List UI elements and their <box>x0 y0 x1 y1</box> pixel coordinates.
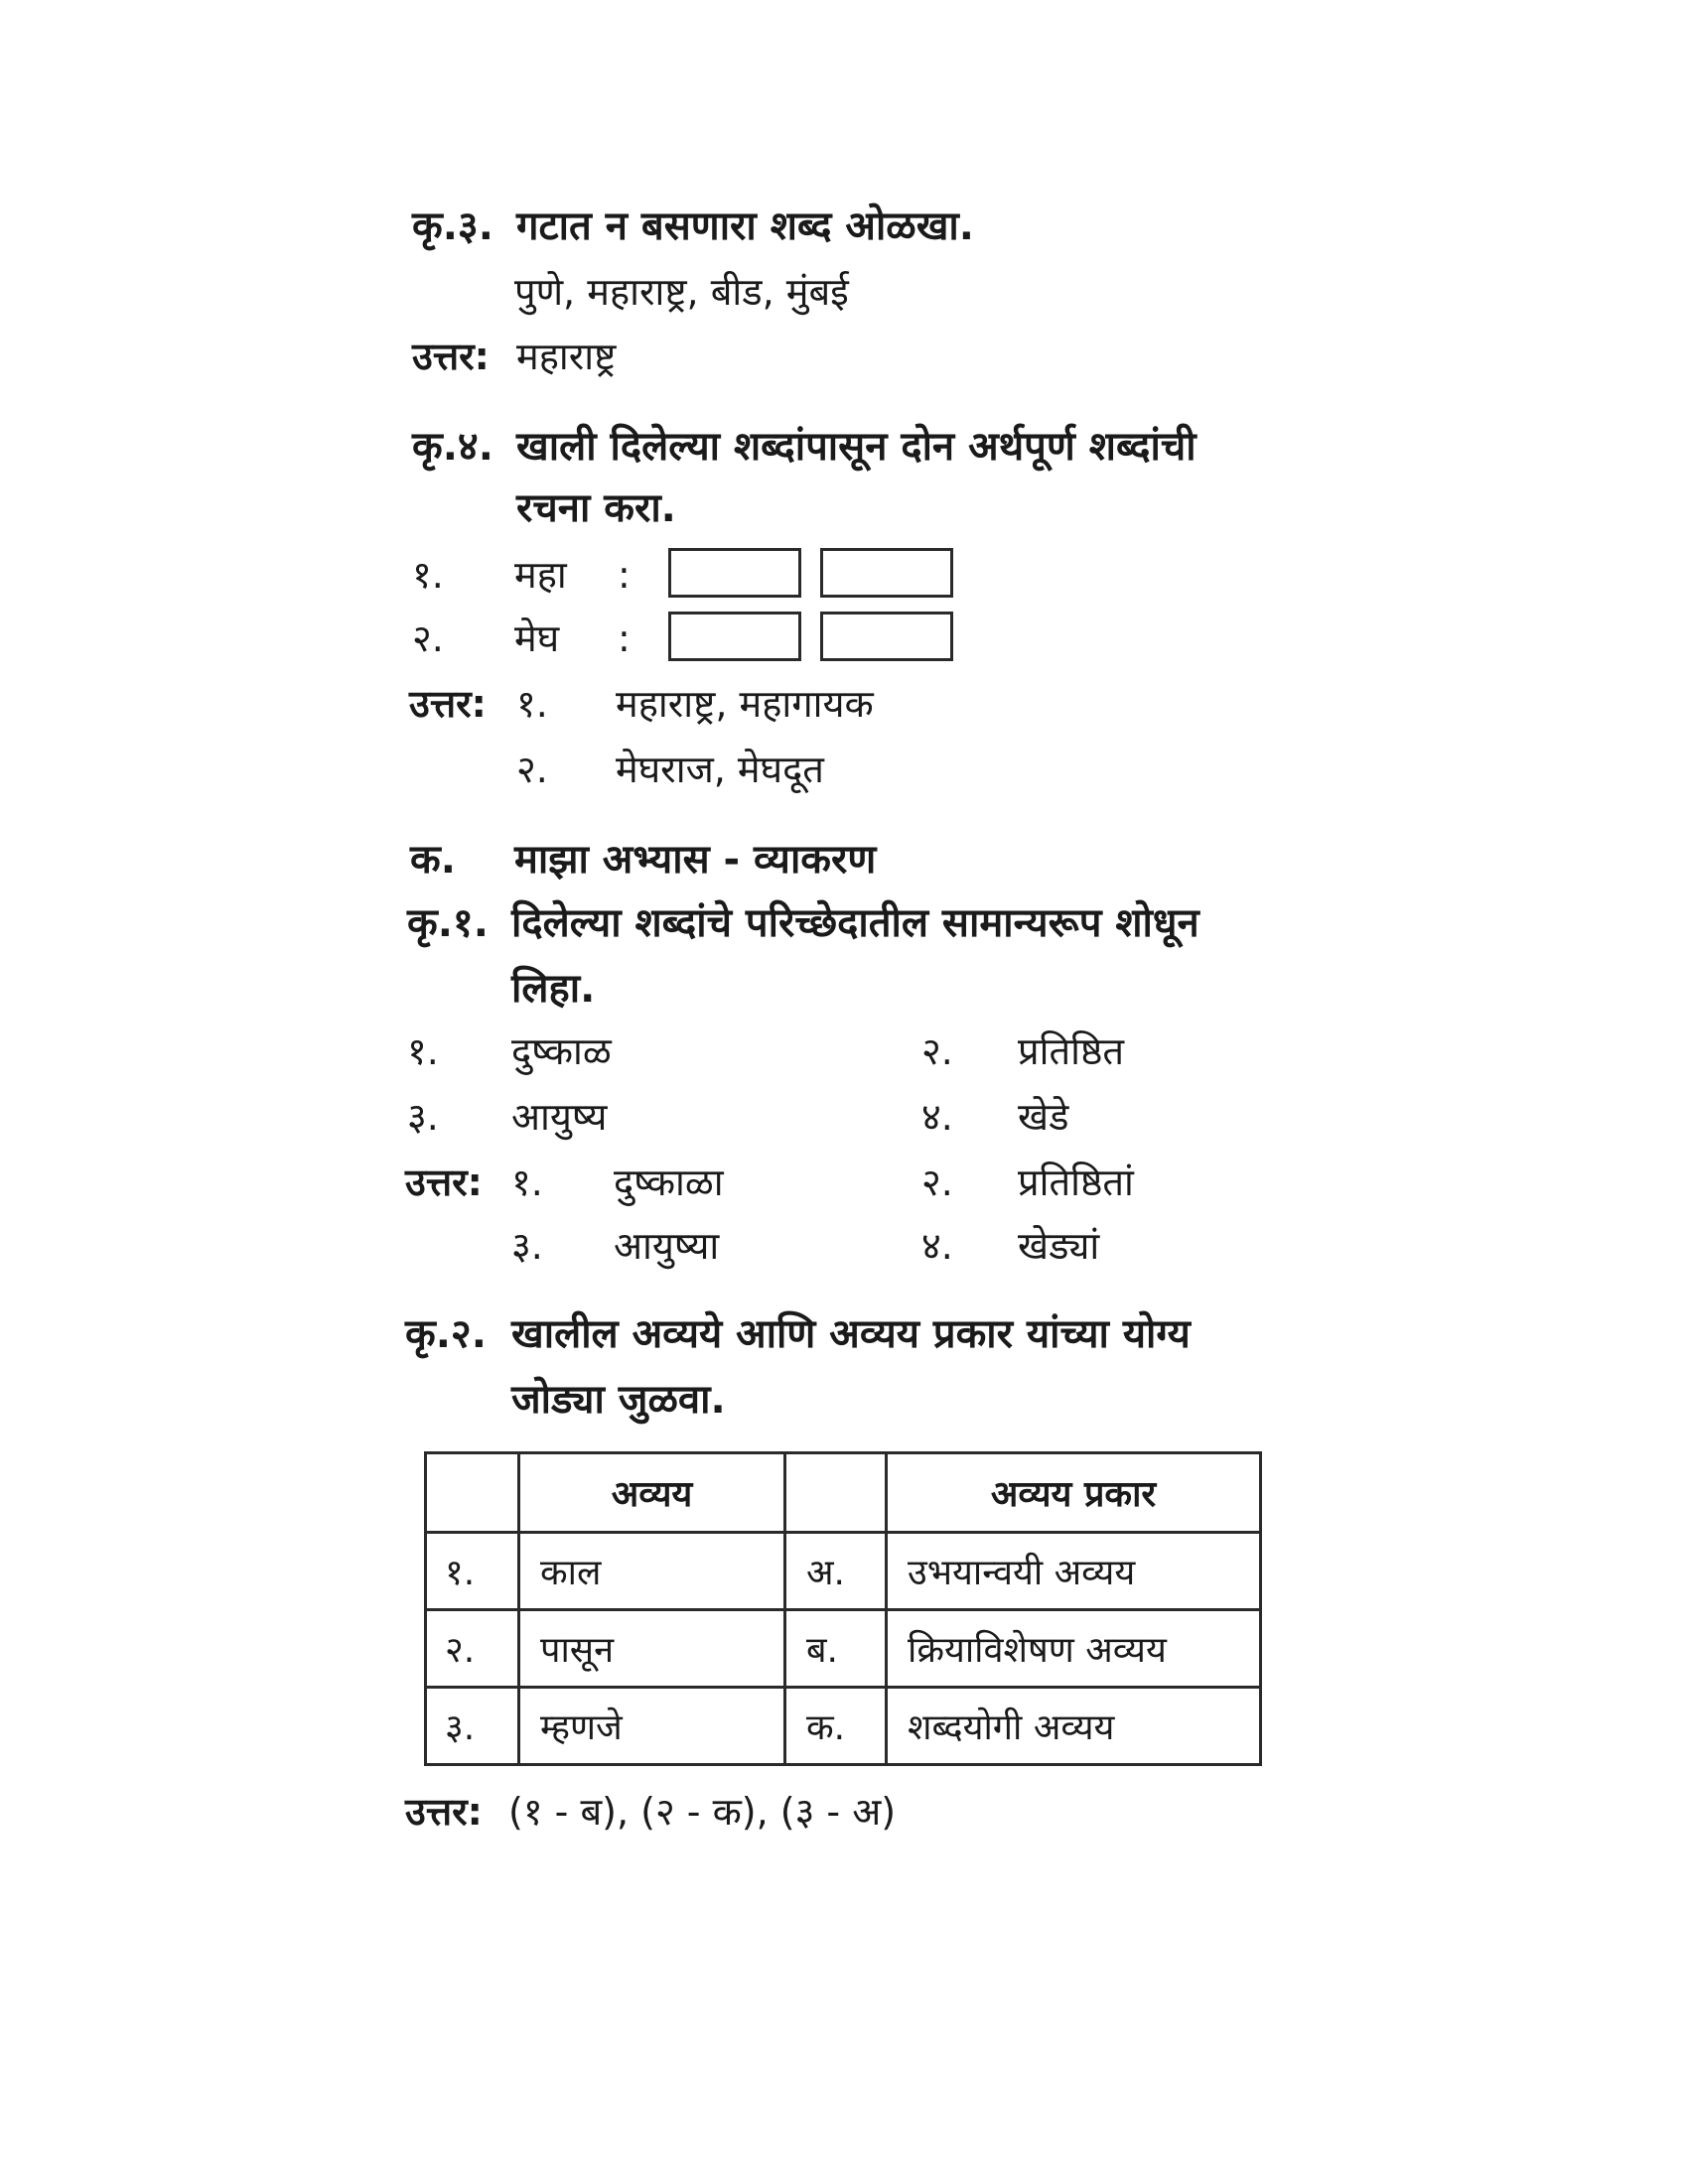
q1-item-word: आयुष्य <box>511 1095 608 1139</box>
q4-item-number: १. <box>412 553 444 597</box>
table-cell: उभयान्वयी अव्यय <box>887 1533 1261 1610</box>
q1-answer-number: २. <box>921 1160 953 1204</box>
q4-item-word: महा <box>514 553 567 597</box>
q1-answer-text: प्रतिष्ठितां <box>1018 1160 1134 1204</box>
table-row <box>426 1688 1261 1765</box>
answer-box[interactable] <box>668 548 801 598</box>
q1-number: कृ.१. <box>407 900 489 946</box>
q2-question-line2: जोड्या जुळवा. <box>511 1377 726 1423</box>
matching-table <box>424 1451 1262 1766</box>
table-cell: १. <box>426 1533 519 1610</box>
q1-item-number: २. <box>921 1029 953 1073</box>
table-cell: ब. <box>785 1610 887 1688</box>
q1-item-number: ४. <box>921 1095 953 1139</box>
q4-question-line1: खाली दिलेल्या शब्दांपासून दोन अर्थपूर्ण शब्दांची <box>516 424 1196 470</box>
q4-item-word: मेघ <box>514 616 560 660</box>
table-cell: अ. <box>785 1533 887 1610</box>
section-letter: क. <box>410 837 456 883</box>
q4-answer-number: २. <box>516 748 548 791</box>
answer-box[interactable] <box>820 612 953 661</box>
q4-item-colon: : <box>618 553 631 597</box>
table-cell: २. <box>426 1610 519 1688</box>
q4-answer-text: महाराष्ट्र, महागायक <box>616 682 874 726</box>
q1-item-number: १. <box>407 1029 439 1073</box>
table-row <box>426 1533 1261 1610</box>
table-header-cell: अव्यय प्रकार <box>887 1453 1261 1533</box>
q1-item-word: दुष्काळ <box>511 1029 612 1073</box>
q1-answer-text: दुष्काळा <box>614 1160 724 1204</box>
answer-box[interactable] <box>820 548 953 598</box>
q1-answer-text: आयुष्या <box>614 1224 720 1268</box>
section-title: माझा अभ्यास - व्याकरण <box>514 837 877 883</box>
q1-answer-number: १. <box>511 1160 543 1204</box>
table-cell: काल <box>519 1533 785 1610</box>
table-header-cell: अव्यय <box>519 1453 785 1533</box>
q2-answer-label: उत्तर: <box>405 1790 483 1834</box>
table-cell: क्रियाविशेषण अव्यय <box>887 1610 1261 1688</box>
q1-question-line2: लिहा. <box>511 966 596 1012</box>
q2-answer: (१ - ब), (२ - क), (३ - अ) <box>508 1790 897 1834</box>
table-cell: म्हणजे <box>519 1688 785 1765</box>
q1-item-number: ३. <box>407 1095 439 1139</box>
q4-answer-text: मेघराज, मेघदूत <box>616 748 824 791</box>
q4-answer-label: उत्तर: <box>409 682 487 726</box>
table-cell: ३. <box>426 1688 519 1765</box>
q3-words: पुणे, महाराष्ट्र, बीड, मुंबई <box>514 270 849 314</box>
q1-answer-number: ४. <box>921 1224 953 1268</box>
table-cell: क. <box>785 1688 887 1765</box>
q4-answer-number: १. <box>516 682 548 726</box>
answer-box[interactable] <box>668 612 801 661</box>
q3-answer: महाराष्ट्र <box>516 335 617 378</box>
q1-answer-label: उत्तर: <box>405 1160 483 1204</box>
table-header-cell <box>426 1453 519 1533</box>
table-cell: शब्दयोगी अव्यय <box>887 1688 1261 1765</box>
q4-item-number: २. <box>412 616 444 660</box>
q4-question-line2: रचना करा. <box>516 485 676 531</box>
q1-answer-number: ३. <box>511 1224 543 1268</box>
q1-item-word: प्रतिष्ठित <box>1018 1029 1125 1073</box>
q1-item-word: खेडे <box>1018 1095 1069 1139</box>
q4-number: कृ.४. <box>412 424 493 470</box>
table-header-cell <box>785 1453 887 1533</box>
q4-item-colon: : <box>618 616 631 660</box>
table-header-row <box>426 1453 1261 1533</box>
q2-number: कृ.२. <box>405 1311 487 1357</box>
q3-answer-label: उत्तर: <box>412 335 490 378</box>
q3-question: गटात न बसणारा शब्द ओळखा. <box>516 204 974 249</box>
q3-number: कृ.३. <box>412 204 493 249</box>
q2-question-line1: खालील अव्यये आणि अव्यय प्रकार यांच्या योग्य <box>511 1311 1191 1357</box>
q1-answer-text: खेड्यां <box>1018 1224 1100 1268</box>
q1-question-line1: दिलेल्या शब्दांचे परिच्छेदातील सामान्यरूप शोधून <box>511 900 1199 946</box>
table-cell: पासून <box>519 1610 785 1688</box>
table-row <box>426 1610 1261 1688</box>
